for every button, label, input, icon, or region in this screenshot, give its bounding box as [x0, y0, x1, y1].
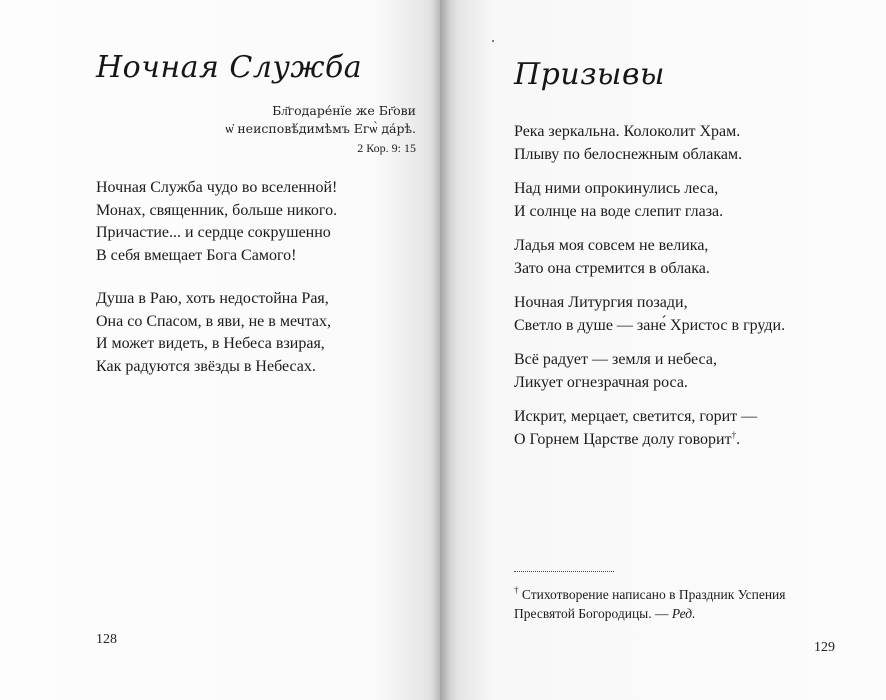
poem-line: Монах, священник, больше никого.: [96, 201, 338, 219]
epigraph-line-1: Бл҃годаре́нїе же Бг҃ови: [272, 103, 416, 118]
poem-line: Зато она стремится в облака.: [514, 259, 710, 277]
poem-line: Она со Спасом, в яви, не в мечтах,: [96, 312, 331, 330]
stanza: [96, 177, 337, 267]
stanza: [514, 178, 785, 223]
poem-line: В себя вмещает Бога Самого!: [96, 246, 297, 264]
stanza: [514, 292, 785, 337]
page-number-right: 129: [814, 640, 835, 655]
poem-line: И может видеть, в Небеса взирая,: [96, 335, 325, 352]
poem-line-text: О Горнем Царстве долу говорит: [514, 430, 732, 448]
right-page-title: Призывы: [514, 57, 665, 92]
footnote-marker: †: [514, 585, 519, 595]
book-gutter: [432, 0, 450, 700]
poem-line: Искрит, мерцает, светится, горит —: [514, 408, 758, 425]
poem-line-with-note: О Горнем Царстве долу говорит†.: [514, 429, 741, 448]
stanza: [514, 349, 785, 394]
stanza: [96, 288, 337, 378]
stanza: [514, 235, 785, 280]
footnote-line-1: [514, 585, 786, 604]
footnote-editor-mark: Ред.: [671, 606, 696, 621]
epigraph-reference: 2 Кор. 9: 15: [357, 141, 416, 155]
footnote-text: Стихотворение написано в Праздник Успения: [521, 587, 786, 602]
right-poem: [514, 121, 785, 463]
stanza: [514, 406, 785, 451]
poem-line: Ликует огнезрачная роса.: [514, 373, 688, 391]
left-poem: [96, 177, 337, 399]
poem-line: Ладья моя совсем не велика,: [514, 237, 709, 254]
poem-line: Река зеркальна. Колоколит Храм.: [514, 123, 741, 140]
poem-line: Причастие... и сердце сокрушенно: [96, 224, 331, 241]
poem-line: Над ними опрокинулись леса,: [514, 180, 719, 197]
poem-line: И солнце на воде слепит глаза.: [514, 202, 724, 220]
footnote-line-2: [514, 604, 786, 623]
stanza: [514, 121, 785, 166]
left-page-title: Ночная Служба: [96, 50, 363, 85]
footnote: [514, 585, 786, 623]
poem-line: Плыву по белоснежным облакам.: [514, 145, 743, 163]
footnote-text: Пресвятой Богородицы. —: [514, 606, 669, 621]
poem-line: Ночная Литургия позади,: [514, 294, 688, 311]
paper-speck: [492, 40, 494, 42]
footnote-rule: [514, 571, 614, 572]
footnote-marker: †: [731, 429, 737, 440]
poem-line: Светло в душе — зане́ Христос в груди.: [514, 316, 786, 334]
poem-line: Всё радует — земля и небеса,: [514, 351, 717, 368]
poem-line: Как радуются звёзды в Небесах.: [96, 357, 316, 375]
poem-line: Ночная Служба чудо во вселенной!: [96, 179, 338, 196]
page-number-left: 128: [96, 632, 117, 647]
epigraph: [225, 102, 416, 157]
epigraph-line-2: ѡ҆ неисповѣ́димѣмъ Егѡ̀ да́рѣ.: [225, 121, 416, 136]
poem-line: Душа в Раю, хоть недостойна Рая,: [96, 290, 329, 307]
